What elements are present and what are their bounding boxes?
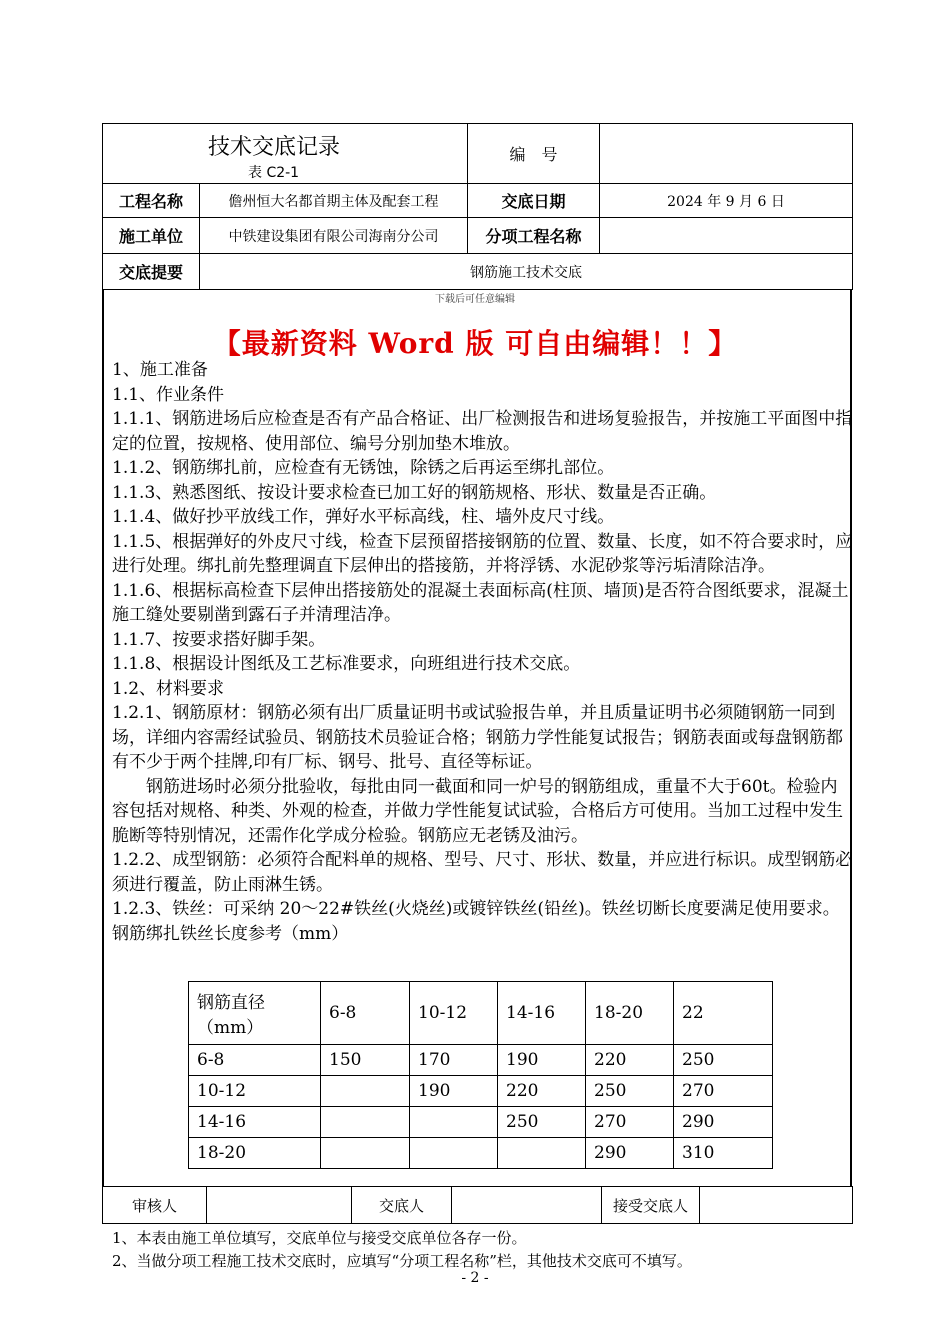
subproject-label: 分项工程名称	[468, 218, 600, 254]
footnote: 2、当做分项工程施工技术交底时，应填写“分项工程名称”栏，其他技术交底可不填写。	[112, 1252, 692, 1270]
title-cell	[103, 124, 468, 184]
unit-label: 施工单位	[103, 218, 200, 254]
table-header-cell: 6-8	[321, 982, 410, 1045]
table-cell	[321, 1076, 410, 1107]
table-row	[189, 1138, 773, 1169]
table-cell	[321, 1138, 410, 1169]
document-title: 技术交底记录	[208, 135, 341, 160]
table-header-cell: 14-16	[498, 982, 586, 1045]
table-cell: 290	[586, 1138, 674, 1169]
paragraph: 1.2.2、成型钢筋：必须符合配料单的规格、型号、尺寸、形状、数量，并应进行标识。成型钢筋必须进行覆盖，防止雨淋生锈。	[112, 850, 853, 895]
paragraph: 1.1.5、根据弹好的外皮尺寸线，检查下层预留搭接钢筋的位置、数量、长度，如不符合要求时，应进行处理。绑扎前先整理调直下层伸出的搭接筋，并将浮锈、水泥砂浆等污垢清除洁净。	[112, 531, 853, 576]
number-value[interactable]	[600, 124, 853, 184]
unit-value[interactable]: 中铁建设集团有限公司海南分公司	[200, 218, 468, 254]
table-cell: 250	[586, 1076, 674, 1107]
paragraph: 1.1.1、钢筋进场后应检查是否有产品合格证、出厂检测报告和进场复验报告，并按施工平面图中指定的位置，按规格、使用部位、编号分别加垫木堆放。	[112, 409, 853, 454]
table-row	[189, 1045, 773, 1076]
paragraph: 1.1.3、熟悉图纸、按设计要求检查已加工好的钢筋规格、形状、数量是否正确。	[112, 482, 717, 503]
paragraph: 1.1.4、做好抄平放线工作，弹好水平标高线，柱、墙外皮尺寸线。	[112, 507, 615, 527]
table-cell: 10-12	[189, 1076, 321, 1107]
table-cell: 250	[498, 1107, 586, 1138]
signature-table	[102, 1186, 853, 1224]
receiver-signature[interactable]	[700, 1187, 853, 1224]
number-label: 编 号	[468, 124, 600, 184]
table-header-cell: 22	[674, 982, 773, 1045]
table-cell: 270	[674, 1076, 773, 1107]
footnote: 1、本表由施工单位填写，交底单位与接受交底单位各存一份。	[112, 1229, 527, 1247]
paragraph: 1.2.1、钢筋原材：钢筋必须有出厂质量证明书或试验报告单，并且质量证明书必须随钢筋一同到场，详细内容需经试验员、钢筋技术员验证合格；钢筋力学性能复试报告；钢筋表面或每盘钢筋都有不少于两个挂牌,印有厂标、钢号、批号、直径等标证。	[112, 703, 843, 772]
table-cell	[410, 1107, 498, 1138]
paragraph: 1.1.6、根据标高检查下层伸出搭接筋处的混凝土表面标高(柱顶、墙顶)是否符合图纸要求，混凝土施工缝处要剔凿到露石子并清理洁净。	[112, 580, 849, 625]
project-value[interactable]: 儋州恒大名都首期主体及配套工程	[200, 184, 468, 218]
table-row	[189, 1107, 773, 1138]
promo-banner: 【最新资料 Word 版 可自由编辑！！】	[212, 327, 738, 360]
frame-left-line	[102, 289, 104, 1186]
header-table	[102, 123, 853, 290]
date-label: 交底日期	[468, 184, 600, 218]
table-cell: 270	[586, 1107, 674, 1138]
summary-label: 交底提要	[103, 254, 200, 290]
table-row	[189, 1076, 773, 1107]
table-cell: 150	[321, 1045, 410, 1076]
table-cell: 14-16	[189, 1107, 321, 1138]
body-content	[112, 358, 854, 946]
discloser-label: 交底人	[352, 1187, 452, 1224]
watermark-text: 下载后可任意编辑	[435, 294, 515, 305]
table-cell: 290	[674, 1107, 773, 1138]
wire-length-table	[188, 981, 773, 1169]
paragraph: 1.2.3、铁丝：可采纳 20～22#铁丝(火烧丝)或镀锌铁丝(铅丝)。铁丝切断长度要满足使用要求。钢筋绑扎铁丝长度参考（mm）	[112, 899, 840, 944]
table-cell: 170	[410, 1045, 498, 1076]
table-header-cell: 18-20	[586, 982, 674, 1045]
paragraph: 钢筋进场时必须分批验收，每批由同一截面和同一炉号的钢筋组成，重量不大于60t。检验内容包括对规格、种类、外观的检查，并做力学性能复试试验，合格后方可使用。当加工过程中发生脆断等特别情况，还需作化学成分检验。钢筋应无老锈及油污。	[112, 776, 843, 846]
paragraph: 1.1.2、钢筋绑扎前，应检查有无锈蚀，除锈之后再运至绑扎部位。	[112, 458, 615, 478]
table-cell: 6-8	[189, 1045, 321, 1076]
paragraph: 1.2、材料要求	[112, 678, 225, 699]
form-number: 表 C2-1	[248, 165, 300, 181]
table-cell	[498, 1138, 586, 1169]
table-cell: 190	[498, 1045, 586, 1076]
date-value[interactable]: 2024 年 9 月 6 日	[600, 184, 853, 218]
summary-value[interactable]: 钢筋施工技术交底	[200, 254, 853, 290]
paragraph: 1.1.8、根据设计图纸及工艺标准要求，向班组进行技术交底。	[112, 654, 581, 674]
paragraph: 1.1、作业条件	[112, 384, 225, 405]
reviewer-label: 审核人	[103, 1187, 207, 1224]
reviewer-signature[interactable]	[207, 1187, 352, 1224]
table-cell: 250	[674, 1045, 773, 1076]
project-label: 工程名称	[103, 184, 200, 218]
discloser-signature[interactable]	[452, 1187, 602, 1224]
table-cell: 220	[498, 1076, 586, 1107]
table-cell	[321, 1107, 410, 1138]
paragraph: 1.1.7、按要求搭好脚手架。	[112, 629, 326, 650]
table-cell: 18-20	[189, 1138, 321, 1169]
table-cell	[410, 1138, 498, 1169]
table-cell: 310	[674, 1138, 773, 1169]
table-header-cell: 10-12	[410, 982, 498, 1045]
paragraph: 1、施工准备	[112, 360, 208, 380]
table-header-cell: 钢筋直径（mm）	[189, 982, 321, 1045]
table-cell: 220	[586, 1045, 674, 1076]
receiver-label: 接受交底人	[602, 1187, 700, 1224]
page-number: - 2 -	[461, 1270, 489, 1286]
subproject-value[interactable]	[600, 218, 853, 254]
table-cell: 190	[410, 1076, 498, 1107]
